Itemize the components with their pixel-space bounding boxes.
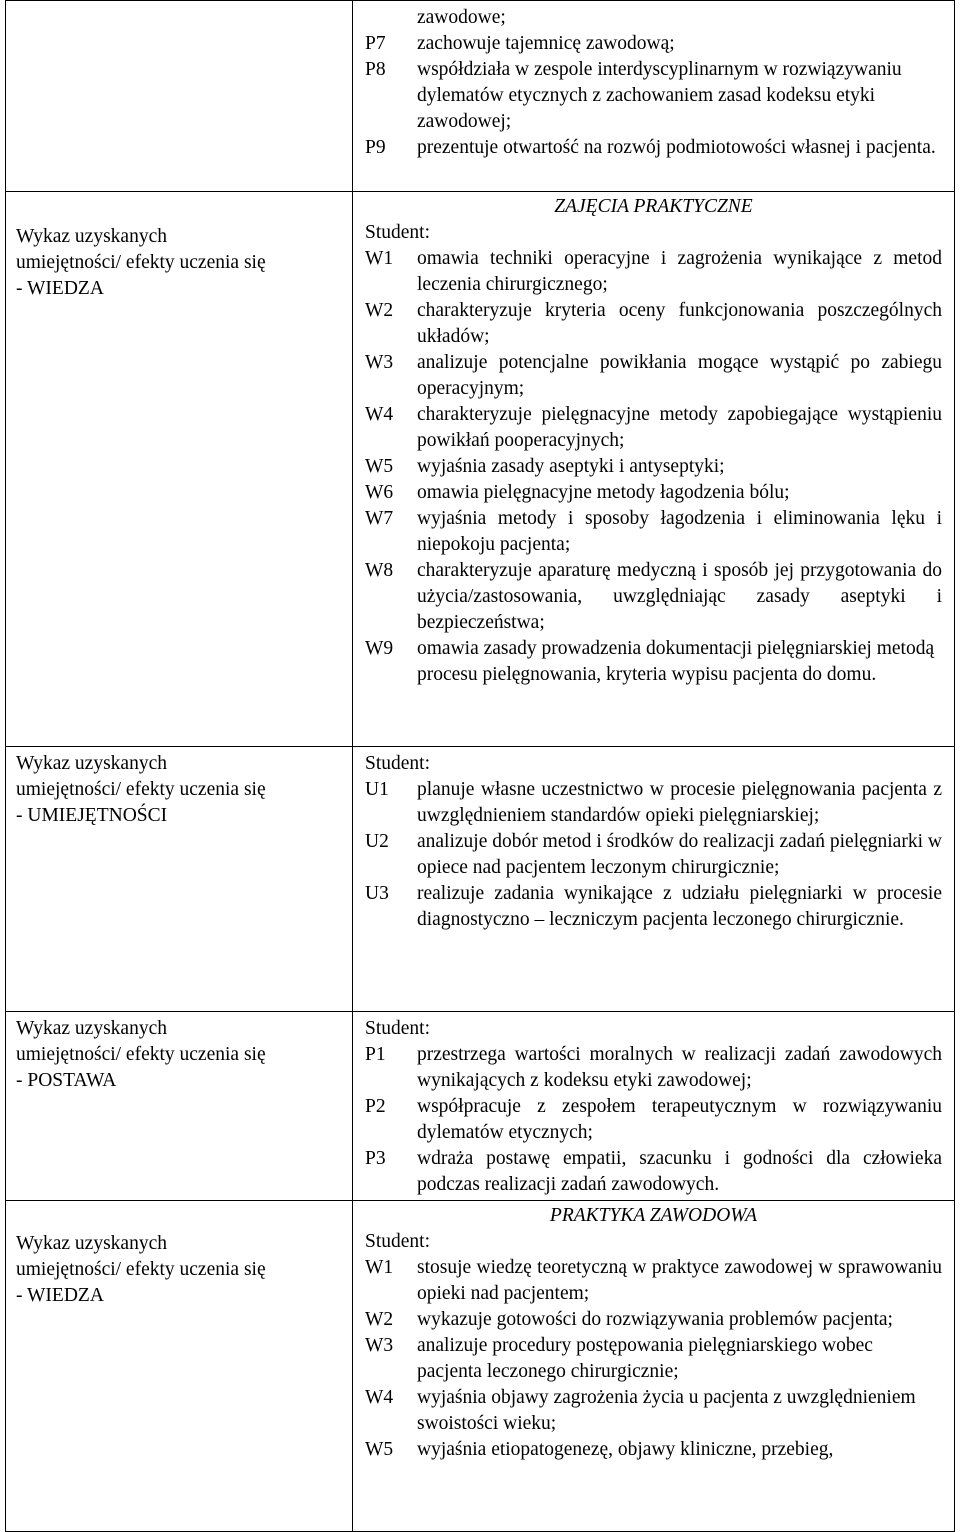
section-heading: ZAJĘCIA PRAKTYCZNE — [554, 196, 753, 217]
row-label-line: Wykaz uzyskanych — [16, 753, 167, 774]
list-item — [365, 31, 942, 57]
item-code: U1 — [365, 779, 389, 800]
student-label: Student: — [365, 753, 431, 774]
list-item — [365, 1146, 942, 1198]
item-text: wyjaśnia metody i sposoby łagodzenia i eliminowania lęku i niepokoju pacjenta; — [417, 508, 942, 555]
list-item — [365, 246, 942, 298]
table-row — [6, 1012, 955, 1201]
section-heading: PRAKTYKA ZAWODOWA — [549, 1205, 758, 1226]
item-code: P8 — [365, 59, 386, 80]
list-item — [365, 298, 942, 350]
item-text: omawia zasady prowadzenia dokumentacji pielęgniarskiej metodą procesu pielęgnowania, kryteria wypisu pacjenta do domu. — [417, 638, 935, 685]
item-text: analizuje procedury postępowania pielęgniarskiego wobec pacjenta leczonego chirurgicznie; — [417, 1335, 873, 1382]
item-text: realizuje zadania wynikające z udziału pielęgniarki w procesie diagnostyczno – leczniczym pacjenta leczonego chirurgicznie. — [417, 883, 942, 930]
item-text: przestrzega wartości moralnych w realizacji zadań zawodowych wynikających z kodeksu etyki zawodowej; — [417, 1044, 942, 1091]
content-cell-postawa — [353, 1012, 955, 1201]
table-row — [6, 747, 955, 1012]
item-text: analizuje potencjalne powikłania mogące wystąpić po zabiegu operacyjnym; — [417, 352, 942, 399]
item-code: P2 — [365, 1096, 386, 1117]
list-item — [365, 57, 942, 135]
content-cell-wiedza-praktyka — [353, 1201, 955, 1532]
item-code: W6 — [365, 482, 394, 503]
row-label-line: - UMIEJĘTNOŚCI — [16, 805, 168, 826]
list-item — [365, 1307, 942, 1333]
item-code: W3 — [365, 352, 394, 373]
item-text: wdraża postawę empatii, szacunku i godności dla człowieka podczas realizacji zadań zawodowych. — [417, 1148, 942, 1195]
content-cell-umiejetnosci — [353, 747, 955, 1012]
item-code: W8 — [365, 560, 394, 581]
row-label-line: umiejętności/ efekty uczenia się — [16, 779, 266, 800]
item-code: W4 — [365, 1387, 394, 1408]
item-code: W4 — [365, 404, 394, 425]
item-code: U2 — [365, 831, 389, 852]
row-label-line: Wykaz uzyskanych — [16, 226, 167, 247]
list-item — [365, 402, 942, 454]
content-cell-wiedza — [353, 192, 955, 747]
table-row — [6, 1, 955, 192]
list-item — [365, 829, 942, 881]
item-code: W3 — [365, 1335, 394, 1356]
item-code: P3 — [365, 1148, 386, 1169]
list-item — [365, 1042, 942, 1094]
table-row — [6, 192, 955, 747]
label-cell-wiedza — [6, 192, 353, 747]
item-code: W2 — [365, 1309, 394, 1330]
item-code: P1 — [365, 1044, 386, 1065]
row-label-line: - WIEDZA — [16, 278, 104, 299]
item-code: W5 — [365, 456, 394, 477]
row-label-line: Wykaz uzyskanych — [16, 1233, 167, 1254]
item-code: W2 — [365, 300, 394, 321]
item-code: P9 — [365, 137, 386, 158]
item-code: U3 — [365, 883, 389, 904]
row-label-line: umiejętności/ efekty uczenia się — [16, 1044, 266, 1065]
list-item — [365, 506, 942, 558]
student-label: Student: — [365, 1231, 431, 1252]
item-code: W1 — [365, 248, 394, 269]
label-cell-empty — [6, 1, 353, 192]
list-item — [365, 454, 942, 480]
item-text: wyjaśnia zasady aseptyki i antyseptyki; — [417, 456, 725, 477]
item-text: wyjaśnia etiopatogenezę, objawy kliniczne, przebieg, — [417, 1439, 834, 1460]
item-text: omawia pielęgnacyjne metody łagodzenia bólu; — [417, 482, 790, 503]
item-text: planuje własne uczestnictwo w procesie pielęgnowania pacjenta z uwzględnieniem standardów opieki pielęgniarskiej; — [417, 779, 942, 826]
item-text: współpracuje z zespołem terapeutycznym w rozwiązywaniu dylematów etycznych; — [417, 1096, 942, 1143]
item-text: wyjaśnia objawy zagrożenia życia u pacjenta z uwzględnieniem swoistości wieku; — [417, 1387, 916, 1434]
label-cell-umiejetnosci — [6, 747, 353, 1012]
item-text: charakteryzuje aparaturę medyczną i sposób jej przygotowania do użycia/zastosowania, uwzględniając zasady aseptyki i bezpieczeństwa; — [417, 560, 942, 633]
list-item — [365, 636, 942, 688]
label-cell-postawa — [6, 1012, 353, 1201]
row-label-line: umiejętności/ efekty uczenia się — [16, 1259, 266, 1280]
list-item — [365, 135, 942, 161]
list-item — [365, 881, 942, 933]
item-text: zachowuje tajemnicę zawodową; — [417, 33, 675, 54]
item-text: analizuje dobór metod i środków do realizacji zadań pielęgniarki w opiece nad pacjentem leczonym chirurgicznie; — [417, 831, 942, 878]
list-item — [365, 777, 942, 829]
list-item — [365, 1437, 942, 1463]
row-label-line: umiejętności/ efekty uczenia się — [16, 252, 266, 273]
list-item — [365, 350, 942, 402]
continued-text: zawodowe; — [417, 7, 506, 28]
item-text: prezentuje otwartość na rozwój podmiotowości własnej i pacjenta. — [417, 137, 936, 158]
item-text: omawia techniki operacyjne i zagrożenia wynikające z metod leczenia chirurgicznego; — [417, 248, 942, 295]
item-code: W9 — [365, 638, 394, 659]
row-label-line: Wykaz uzyskanych — [16, 1018, 167, 1039]
item-text: wykazuje gotowości do rozwiązywania problemów pacjenta; — [417, 1309, 893, 1330]
item-code: W1 — [365, 1257, 394, 1278]
item-text: charakteryzuje pielęgnacyjne metody zapobiegające wystąpieniu powikłań pooperacyjnych; — [417, 404, 942, 451]
list-item — [365, 1255, 942, 1307]
label-cell-wiedza-praktyka — [6, 1201, 353, 1532]
item-code: W5 — [365, 1439, 394, 1460]
item-code: W7 — [365, 508, 394, 529]
student-label: Student: — [365, 222, 431, 243]
list-item — [365, 1333, 942, 1385]
list-item — [365, 480, 942, 506]
list-item — [365, 1385, 942, 1437]
item-text: charakteryzuje kryteria oceny funkcjonowania poszczególnych układów; — [417, 300, 942, 347]
document-table — [5, 0, 955, 1532]
row-label-line: - POSTAWA — [16, 1070, 117, 1091]
item-code: P7 — [365, 33, 386, 54]
content-cell-postawa-continued — [353, 1, 955, 192]
table-row — [6, 1201, 955, 1532]
list-item — [365, 558, 942, 636]
item-text: współdziała w zespole interdyscyplinarnym w rozwiązywaniu dylematów etycznych z zachowaniem zasad kodeksu etyki zawodowej; — [417, 59, 902, 132]
list-item — [365, 1094, 942, 1146]
item-text: stosuje wiedzę teoretyczną w praktyce zawodowej w sprawowaniu opieki nad pacjentem; — [417, 1257, 942, 1304]
student-label: Student: — [365, 1018, 431, 1039]
row-label-line: - WIEDZA — [16, 1285, 104, 1306]
